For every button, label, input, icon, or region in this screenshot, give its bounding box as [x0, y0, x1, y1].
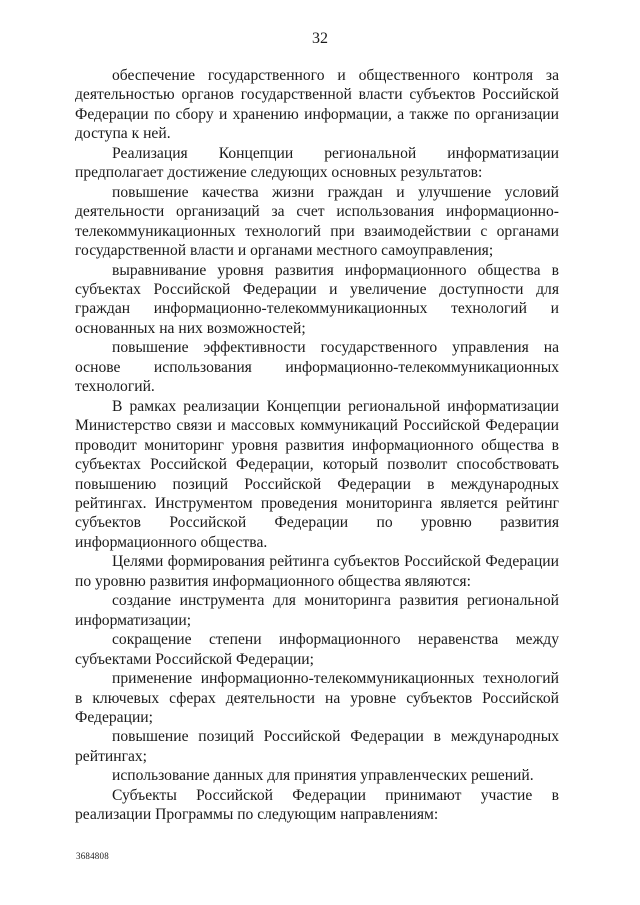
paragraph: повышение качества жизни граждан и улучшение условий деятельности организаций за счет использования информационно-телекоммуникационных технологий при взаимодействии с органами государственной власти и органами местного самоуправления;	[75, 183, 559, 260]
paragraph: Субъекты Российской Федерации принимают участие в реализации Программы по следующим направлениям:	[75, 786, 559, 824]
paragraph: обеспечение государственного и общественного контроля за деятельностью органов государственной власти субъектов Российской Федерации по сбору и хранению информации, а также по организации доступа к ней.	[75, 67, 559, 143]
paragraph: выравнивание уровня развития информационного общества в субъектах Российской Федерации и увеличение доступности для граждан информационно-телекоммуникационных технологий и основанных на них возможностей;	[75, 261, 559, 337]
page-number: 32	[312, 30, 328, 47]
paragraph: сокращение степени информационного неравенства между субъектами Российской Федерации;	[75, 631, 559, 668]
paragraph: В рамках реализации Концепции региональной информатизации Министерство связи и массовых коммуникаций Российской Федерации проводит мониторинг уровня развития информационного общества в субъектах Российской Федерации, который позволит способствовать повышению позиций Российской Федерации в международных рейтингах. Инструментом проведения мониторинга является рейтинг субъектов Российской Федерации по уровню развития информационного общества.	[75, 397, 559, 551]
paragraph: применение информационно-телекоммуникационных технологий в ключевых сферах деятельности на уровне субъектов Российской Федерации;	[75, 670, 559, 726]
paragraph: Целями формирования рейтинга субъектов Российской Федерации по уровню развития информационного общества являются:	[75, 553, 559, 590]
paragraph: Реализация Концепции региональной информатизации предполагает достижение следующих основных результатов:	[75, 144, 559, 182]
document-body	[75, 66, 559, 825]
document-code: 3684808	[76, 851, 109, 861]
paragraph: использование данных для принятия управленческих решений.	[112, 767, 534, 785]
paragraph: создание инструмента для мониторинга развития региональной информатизации;	[75, 592, 559, 629]
paragraph: повышение позиций Российской Федерации в международных рейтингах;	[75, 728, 559, 765]
paragraph: повышение эффективности государственного управления на основе использования информационно-телекоммуникационных технологий.	[75, 339, 559, 396]
